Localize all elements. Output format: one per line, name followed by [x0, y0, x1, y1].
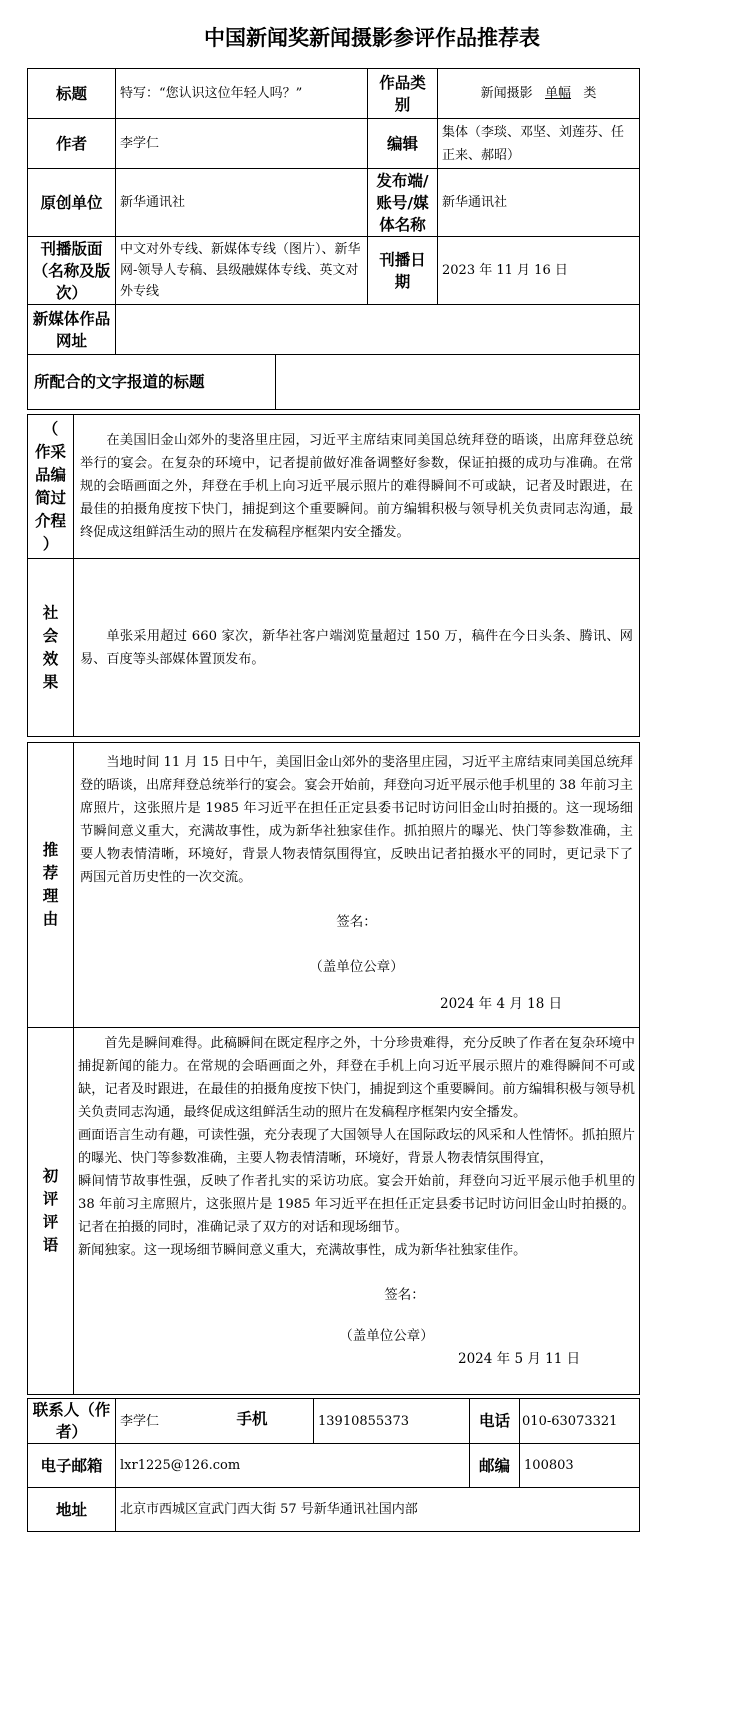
form-title: 中国新闻奖新闻摄影参评作品推荐表	[204, 26, 540, 50]
intro-text: 在美国旧金山郊外的斐洛里庄园，习近平主席结束同美国总统拜登的晤谈，出席拜登总统举行的宴会。在复杂的环境中，记者提前做好准备调整好参数，保证拍摄的成功与准确。在常规的会晤画面之外，拜登在手机上向习近平展示照片的难得瞬间不可或缺，记者及时跟进，在最佳的拍摄角度按下快门，捕捉到这个重要瞬间。前方编辑积极与领导机关负责同志沟通，最终促成这组鲜活生动的照片在发稿程序框架内安全播发。	[80, 433, 633, 540]
editor-label: 编辑	[368, 119, 438, 169]
effect-text: 单张采用超过 660 家次，新华社客户端浏览量超过 150 万，稿件在今日头条、腾讯、网易、百度等头部媒体置顶发布。	[80, 628, 633, 667]
publisher-value: 新华通讯社	[438, 169, 640, 237]
intro-table	[27, 414, 640, 737]
layout-value: 中文对外专线、新媒体专线（图片）、新华网-领导人专稿、县级融媒体专线、英文对外专线	[116, 237, 368, 305]
unit-label: 原创单位	[28, 169, 116, 237]
review-label: 初 评 评 语	[28, 1028, 74, 1395]
report-label: 所配合的文字报道的标题	[28, 355, 276, 410]
publisher-label: 发布端/账号/媒体名称	[368, 169, 438, 237]
mobile-value	[314, 1399, 470, 1444]
date-label: 刊播日期	[368, 237, 438, 305]
email-value: lxr1225@126.com	[116, 1444, 470, 1488]
review-stamp: （盖单位公章）	[339, 1328, 434, 1344]
recommend-signature: 签名：	[336, 914, 377, 930]
recommend-date: 2024 年 4 月 18 日	[440, 996, 563, 1012]
email-label: 电子邮箱	[28, 1444, 116, 1488]
phone-label: 电话	[470, 1399, 520, 1444]
review-paragraph-2: 画面语言生动有趣，可读性强，充分表现了大国领导人在国际政坛的风采和人性情怀。抓拍照片的曝光、快门等参数准确，主要人物表情清晰，环境好，背景人物表情氛围得宜，	[78, 1128, 635, 1166]
review-table	[27, 742, 640, 1395]
address-value: 北京市西城区宣武门西大街 57 号新华通讯社国内部	[116, 1488, 640, 1532]
unit-value: 新华通讯社	[116, 169, 368, 237]
url-label: 新媒体作品网址	[28, 305, 116, 355]
editor-value: 集体（李琰、邓坚、刘莲芬、任正来、郝昭）	[438, 119, 640, 169]
address-label: 地址	[28, 1488, 116, 1532]
date-value: 2023 年 11 月 16 日	[438, 237, 640, 305]
review-paragraph-1: 首先是瞬间难得。此稿瞬间在既定程序之外，十分珍贵难得，充分反映了作者在复杂环境中捕捉新闻的能力。在常规的会晤画面之外，拜登在手机上向习近平展示照片的难得瞬间不可或缺，记者及时跟进，在最佳的拍摄角度按下快门，捕捉到这个重要瞬间。前方编辑积极与领导机关负责同志沟通，最终促成这组鲜活生动的照片在发稿程序框架内安全播发。	[78, 1036, 635, 1120]
intro-label: （ 作采 品编 简过 介程 ）	[28, 415, 74, 559]
report-value	[276, 355, 640, 410]
recommend-label: 推 荐 理 由	[28, 743, 74, 1028]
category-type: 单幅	[545, 86, 572, 101]
contact-person-value: 李学仁	[116, 1399, 314, 1444]
title-value: 特写：“您认识这位年轻人吗？”	[116, 69, 368, 119]
recommend-stamp: （盖单位公章）	[309, 959, 404, 975]
layout-label: 刊播版面（名称及版次）	[28, 237, 116, 305]
review-date: 2024 年 5 月 11 日	[458, 1351, 581, 1367]
author-value: 李学仁	[116, 119, 368, 169]
phone-value: 010-63073321	[520, 1399, 640, 1444]
info-table	[27, 68, 640, 410]
contact-person-label: 联系人（作者）	[28, 1399, 116, 1444]
review-paragraph-3: 瞬间情节故事性强，反映了作者扎实的采访功底。宴会开始前，拜登向习近平展示他手机里的 38 年前习主席照片，这张照片是 1985 年习近平在担任正定县委书记时访问旧金山时拍摄的。记者在拍摄的同时，准确记录了双方的对话和现场细节。	[78, 1174, 635, 1235]
effect-label: 社 会 效 果	[28, 559, 74, 737]
mobile-label: 手机	[236, 1410, 268, 1428]
zip-label: 邮编	[470, 1444, 520, 1488]
recommend-text: 当地时间 11 月 15 日中午，美国旧金山郊外的斐洛里庄园，习近平主席结束同美国总统拜登的晤谈，出席拜登总统举行的宴会。宴会开始前，拜登向习近平展示他手机里的 38 年前习主席照片，这张照片是 1985 年习近平在担任正定县委书记时访问旧金山时拍摄的。这一现场细节瞬间意义重大，充满故事性，成为新华社独家佳作。抓拍照片的曝光、快门等参数准确，主要人物表情清晰，环境好，背景人物表情氛围得宜，反映出记者拍摄水平的同时，更记录下了两国元首历史性的一次交流。	[80, 755, 633, 885]
url-value	[116, 305, 640, 355]
author-label: 作者	[28, 119, 116, 169]
zip-value: 100803	[520, 1444, 640, 1488]
title-label: 标题	[28, 69, 116, 119]
mobile-number: 13910855373	[318, 1413, 409, 1429]
review-signature: 签名：	[384, 1287, 425, 1303]
review-paragraph-4: 新闻独家。这一现场细节瞬间意义重大，充满故事性，成为新华社独家佳作。	[78, 1243, 527, 1258]
category-prefix: 新闻摄影	[480, 86, 533, 101]
category-suffix: 类	[583, 86, 597, 101]
contact-table	[27, 1398, 640, 1532]
category-value	[438, 69, 640, 119]
category-label: 作品类别	[368, 69, 438, 119]
